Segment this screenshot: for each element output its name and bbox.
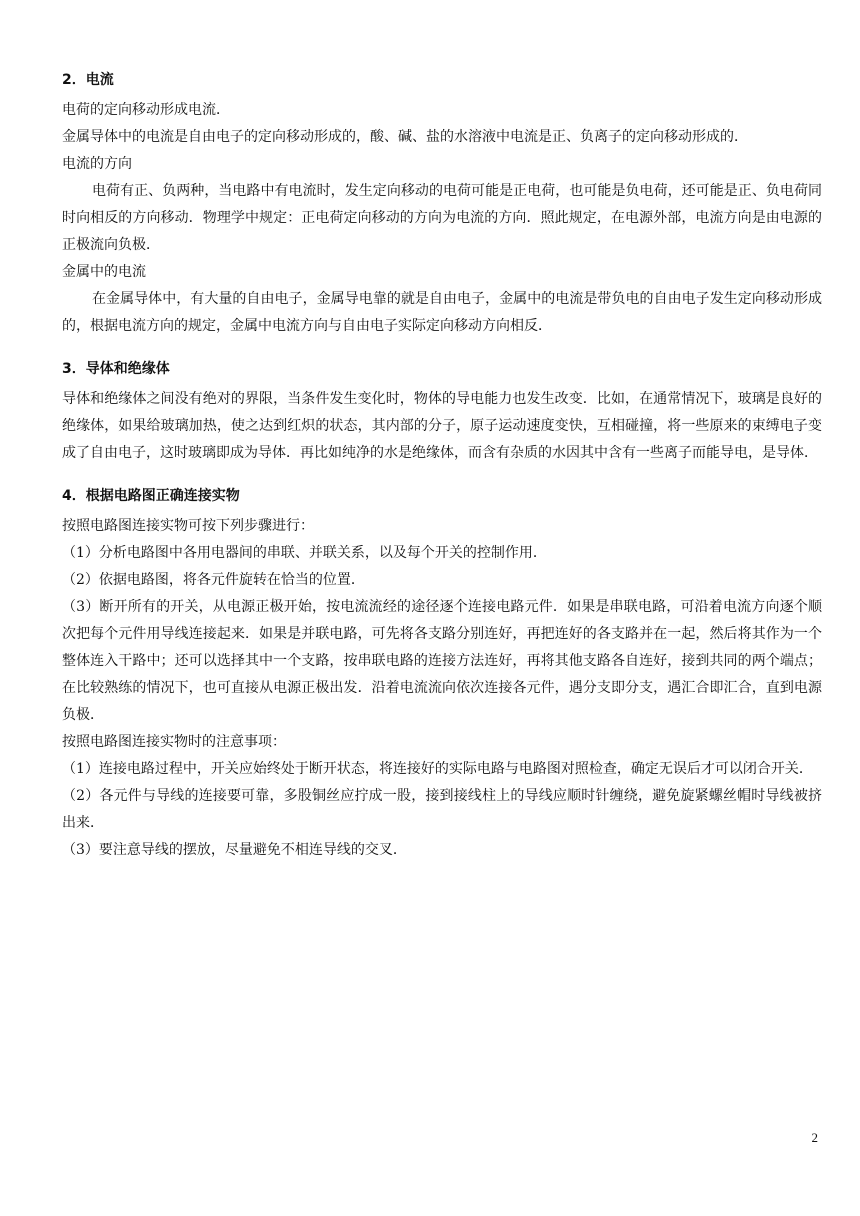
paragraph: 在金属导体中，有大量的自由电子，金属导电靠的就是自由电子，金属中的电流是带负电的自由电子发生定向移动形成的，根据电流方向的规定，金属中电流方向与自由电子实际定向移动方向相反． [62, 291, 822, 334]
paragraph: 电荷的定向移动形成电流． [62, 102, 230, 118]
subheading-current-in-metal: 金属中的电流 [62, 264, 146, 280]
page-number: 2 [811, 1130, 818, 1145]
section-heading-wiring: 4．根据电路图正确连接实物 [62, 488, 240, 504]
list-item: （3）断开所有的开关，从电源正极开始，按电流流经的途径逐个连接电路元件．如果是串联电路，可沿着电流方向逐个顺次把每个元件用导线连接起来．如果是并联电路，可先将各支路分别连好，再把连好的各支路并在一起，然后将其作为一个整体连入干路中；还可以选择其中一个支路，按串联电路的连接方法连好，再将其他支路各自连好，接到共同的两个端点；在比较熟练的情况下，也可直接从电源正极出发．沿着电流流向依次连接各元件，遇分支即分支，遇汇合即汇合，直到电源负极． [62, 599, 822, 723]
list-item: （3）要注意导线的摆放，尽量避免不相连导线的交叉． [62, 842, 407, 858]
paragraph: 导体和绝缘体之间没有绝对的界限，当条件发生变化时，物体的导电能力也发生改变．比如，在通常情况下，玻璃是良好的绝缘体，如果给玻璃加热，使之达到红炽的状态，其内部的分子，原子运动速度变快，互相碰撞，将一些原来的束缚电子变成了自由电子，这时玻璃即成为导体．再比如纯净的水是绝缘体，而含有杂质的水因其中含有一些离子而能导电，是导体． [62, 391, 822, 461]
list-item: （1）分析电路图中各用电器间的串联、并联关系，以及每个开关的控制作用． [62, 545, 547, 561]
subheading-current-direction: 电流的方向 [62, 156, 132, 172]
paragraph: 按照电路图连接实物时的注意事项： [62, 734, 286, 750]
list-item: （2）依据电路图，将各元件旋转在恰当的位置． [62, 572, 365, 588]
list-item: （1）连接电路过程中，开关应始终处于断开状态，将连接好的实际电路与电路图对照检查，确定无误后才可以闭合开关． [62, 761, 813, 777]
section-heading-conductors: 3．导体和绝缘体 [62, 361, 170, 377]
document-page [62, 70, 822, 864]
list-item: （2）各元件与导线的连接要可靠，多股铜丝应拧成一股，接到接线柱上的导线应顺时针缠绕，避免旋紧螺丝帽时导线被挤出来． [62, 788, 822, 831]
paragraph: 电荷有正、负两种，当电路中有电流时，发生定向移动的电荷可能是正电荷，也可能是负电荷，还可能是正、负电荷同时向相反的方向移动．物理学中规定：正电荷定向移动的方向为电流的方向．照此规定，在电源外部，电流方向是由电源的正极流向负极． [62, 183, 822, 253]
section-heading-current: 2．电流 [62, 72, 114, 88]
paragraph: 金属导体中的电流是自由电子的定向移动形成的，酸、碱、盐的水溶液中电流是正、负离子的定向移动形成的． [62, 129, 748, 145]
paragraph: 按照电路图连接实物可按下列步骤进行： [62, 518, 314, 534]
